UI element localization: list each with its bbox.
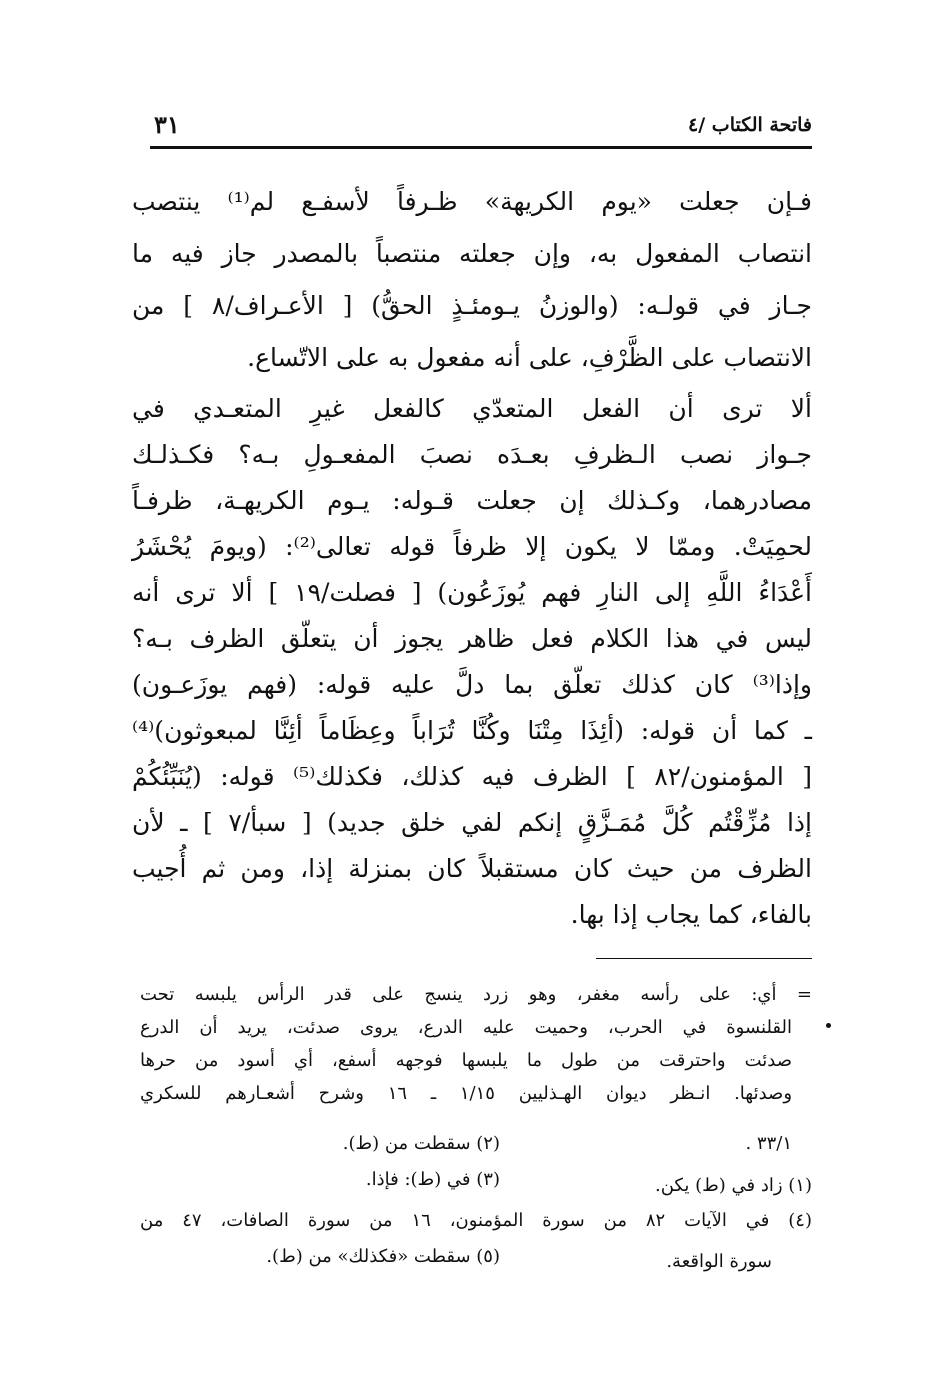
text-line: الظرف من حيث كان مستقبلاً كان بمنزلة إذا، ومن ثم أُجيب [132, 854, 812, 883]
text-line: الانتصاب على الظَّرْفِ، على أنه مفعول به على الاتّساع. [247, 343, 812, 372]
footnote-1: (١) زاد في (ط) يكن. [655, 1175, 812, 1196]
text-line: وإذا⁽³⁾ كان كذلك تعلّق بما دلَّ عليه قوله: (فهم يوزَعـون) [132, 670, 812, 699]
text-line: انتصاب المفعول به، وإن جعلته منتصباً بالمصدر جاز فيه ما [132, 239, 812, 268]
text-line: جـاز في قولـه: (والوزنُ يـومئـذٍ الحقُّ) [ الأعـراف/٨ ] من [132, 291, 812, 320]
page-number: ٣١ [154, 110, 180, 139]
text-line: [ المؤمنون/٨٢ ] الظرف فيه كذلك، فكذلك⁽⁵⁾ قوله: (يُنَبِّئُكُمْ [132, 762, 813, 791]
text-line: لحمِيَتْ. وممّا لا يكون إلا ظرفاً قوله تعالى⁽²⁾: (ويومَ يُحْشَرُ [132, 532, 812, 561]
text-line: أَعْدَاءُ اللَّهِ إلى النارِ فهم يُوزَعُون) [ فصلت/١٩ ] ألا ترى أنه [132, 578, 813, 607]
text-line: ليس في هذا الكلام فعل ظاهر يجوز أن يتعلّق الظرف بـه؟ [132, 624, 812, 653]
paragraph-2 [132, 384, 812, 954]
footnote-continuation-line: = أي: على رأسه مغفر، وهو زرد ينسج على قدر الرأس يلبسه تحت [140, 984, 812, 1005]
header-title: فاتحة الكتاب /٤ [688, 114, 812, 136]
text-line: مصادرهما، وكـذلك إن جعلت قـوله: يـوم الكريهـة، ظرفـاً [132, 486, 812, 515]
margin-dot [826, 1023, 831, 1028]
text-line: ألا ترى أن الفعل المتعدّي كالفعل غيرِ المتعـدي في [132, 394, 812, 423]
footnote-4-line-1: (٤) في الآيات ٨٢ من سورة المؤمنون، ١٦ من سورة الصافات، ٤٧ من [140, 1210, 812, 1231]
text-line: بالفاء، كما يجاب إذا بها. [570, 900, 812, 929]
running-header [150, 108, 812, 149]
footnote-continuation-line: القلنسوة في الحرب، وحميت عليه الدرع، يروى صدئت، يريد أن الدرع [140, 1017, 792, 1038]
footnote-continuation-line: وصدئها. انـظر ديوان الهـذليين ١/١٥ ـ ١٦ وشرح أشعـارهم للسكري [140, 1083, 793, 1104]
text-line: إذا مُزِّقْتُم كُلَّ مُمَـزَّقٍ إنكم لفي خلق جديد) [ سبأ/٧ ] ـ لأن [132, 808, 812, 837]
footnote-continuation-line: صدئت واحترقت من طول ما يلبسها فوجهه أسفع، أي أسود من حرها [140, 1050, 792, 1071]
text-line: ـ كما أن قوله: (أئِذَا مِتْنَا وكُنَّا تُرَاباً وعِظَاماً أئِنَّا لمبعوثون)⁽⁴⁾ [132, 716, 812, 745]
paragraph-1 [132, 177, 812, 377]
footnote-5: (٥) سقطت «فكذلك» من (ط). [266, 1246, 500, 1267]
footnote-separator [596, 958, 812, 959]
text-line: فـإن جعلت «يوم الكريهة» ظـرفاً لأسفـع لم⁽¹⁾ ينتصب [132, 187, 812, 216]
text-line: جـواز نصب الـظرفِ بعـدَه نصبَ المفعـولِ بـه؟ فكـذلـك [132, 440, 812, 469]
footnote-2: (٢) سقطت من (ط). [342, 1133, 500, 1154]
footnote-4-line-2: سورة الواقعة. [666, 1251, 772, 1272]
footnote-3: (٣) في (ط): فإذا. [365, 1169, 500, 1190]
footnote-continuation-line: ٣٣/١ . [745, 1133, 792, 1154]
